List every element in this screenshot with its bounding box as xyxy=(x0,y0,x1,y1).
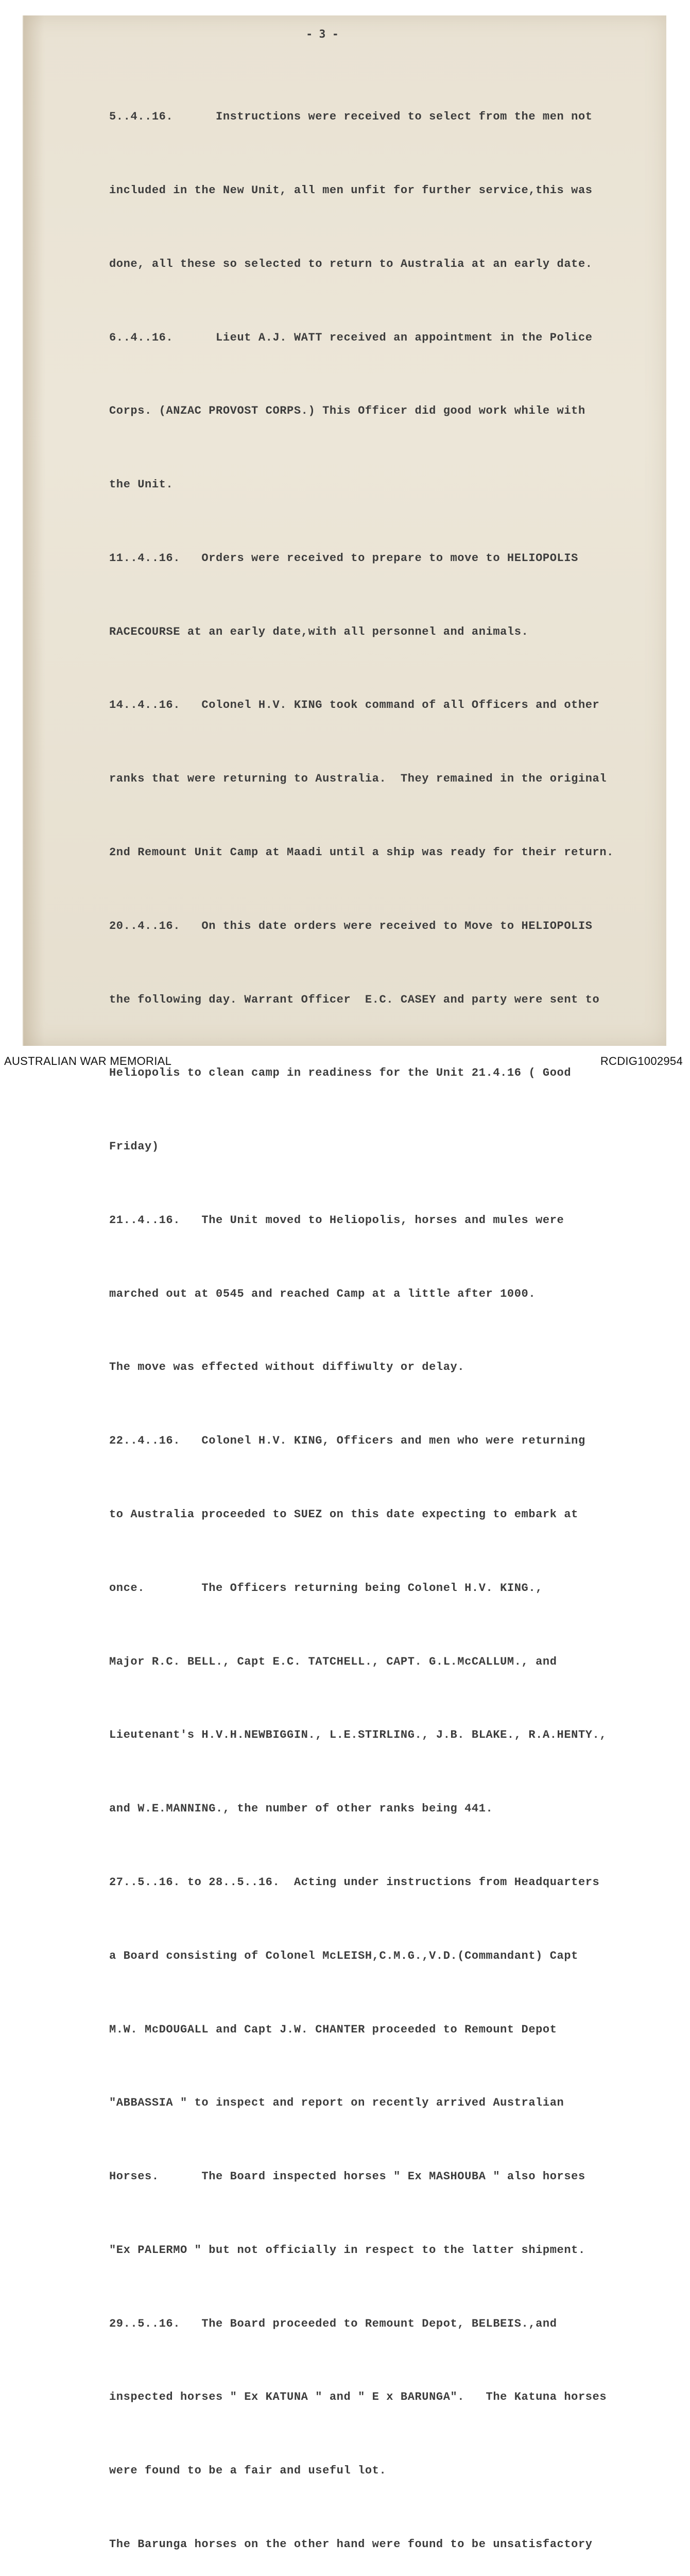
document-line: ranks that were returning to Australia. They remained in the original xyxy=(109,772,607,786)
document-line: the following day. Warrant Officer E.C. CASEY and party were sent to xyxy=(109,993,600,1006)
document-line: Lieutenant's H.V.H.NEWBIGGIN., L.E.STIRLING., J.B. BLAKE., R.A.HENTY., xyxy=(109,1728,607,1742)
document-line: done, all these so selected to return to Australia at an early date. xyxy=(109,257,593,270)
document-line: M.W. McDOUGALL and Capt J.W. CHANTER proceeded to Remount Depot xyxy=(109,2023,557,2036)
document-line: Friday) xyxy=(109,1140,159,1154)
document-line: and W.E.MANNING., the number of other ranks being 441. xyxy=(109,1802,493,1816)
document-line: 5..4..16. Instructions were received to select from the men not xyxy=(109,110,593,124)
document-line: The Barunga horses on the other hand were found to be unsatisfactory xyxy=(109,2537,593,2551)
document-line: 29..5..16. The Board proceeded to Remount Depot, BELBEIS.,and xyxy=(109,2317,557,2330)
document-line: Horses. The Board inspected horses " Ex MASHOUBA " also horses xyxy=(109,2170,585,2183)
footer-catalog-id: RCDIG1002954 xyxy=(600,1055,683,1067)
document-line: The move was effected without diffiwulty or delay. xyxy=(109,1361,465,1374)
document-line: to Australia proceeded to SUEZ on this date expecting to embark at xyxy=(109,1508,578,1521)
document-line: the Unit. xyxy=(109,478,174,492)
document-line: once. The Officers returning being Colonel H.V. KING., xyxy=(109,1581,543,1595)
document-line: 6..4..16. Lieut A.J. WATT received an appointment in the Police xyxy=(109,331,593,344)
document-line: a Board consisting of Colonel McLEISH,C.M.G.,V.D.(Commandant) Capt xyxy=(109,1949,578,1962)
document-line: inspected horses " Ex KATUNA " and " E x BARUNGA". The Katuna horses xyxy=(109,2391,607,2404)
document-line: 11..4..16. Orders were received to prepare to move to HELIOPOLIS xyxy=(109,551,578,565)
document-line: Corps. (ANZAC PROVOST CORPS.) This Officer did good work while with xyxy=(109,404,585,418)
document-line: Major R.C. BELL., Capt E.C. TATCHELL., CAPT. G.L.McCALLUM., and xyxy=(109,1655,557,1668)
document-line: RACECOURSE at an early date,with all personnel and animals. xyxy=(109,625,529,638)
document-line: "Ex PALERMO " but not officially in respect to the latter shipment. xyxy=(109,2243,585,2257)
document-body xyxy=(109,56,665,2576)
document-line: 2nd Remount Unit Camp at Maadi until a ship was ready for their return. xyxy=(109,846,614,859)
document-line: 27..5..16. to 28..5..16. Acting under instructions from Headquarters xyxy=(109,1875,600,1889)
footer-institution: AUSTRALIAN WAR MEMORIAL xyxy=(4,1055,172,1067)
document-line: Heliopolis to clean camp in readiness for the Unit 21.4.16 ( Good xyxy=(109,1066,572,1080)
document-line: 20..4..16. On this date orders were received to Move to HELIOPOLIS xyxy=(109,919,593,933)
document-line: 21..4..16. The Unit moved to Heliopolis, horses and mules were xyxy=(109,1213,564,1227)
document-line: 14..4..16. Colonel H.V. KING took command of all Officers and other xyxy=(109,699,600,712)
document-line: were found to be a fair and useful lot. xyxy=(109,2464,387,2478)
document-line: "ABBASSIA " to inspect and report on recently arrived Australian xyxy=(109,2096,564,2110)
document-line: 22..4..16. Colonel H.V. KING, Officers and men who were returning xyxy=(109,1434,585,1448)
document-line: marched out at 0545 and reached Camp at a little after 1000. xyxy=(109,1287,536,1300)
page-number: - 3 - xyxy=(306,28,339,40)
document-line: included in the New Unit, all men unfit for further service,this was xyxy=(109,183,593,197)
